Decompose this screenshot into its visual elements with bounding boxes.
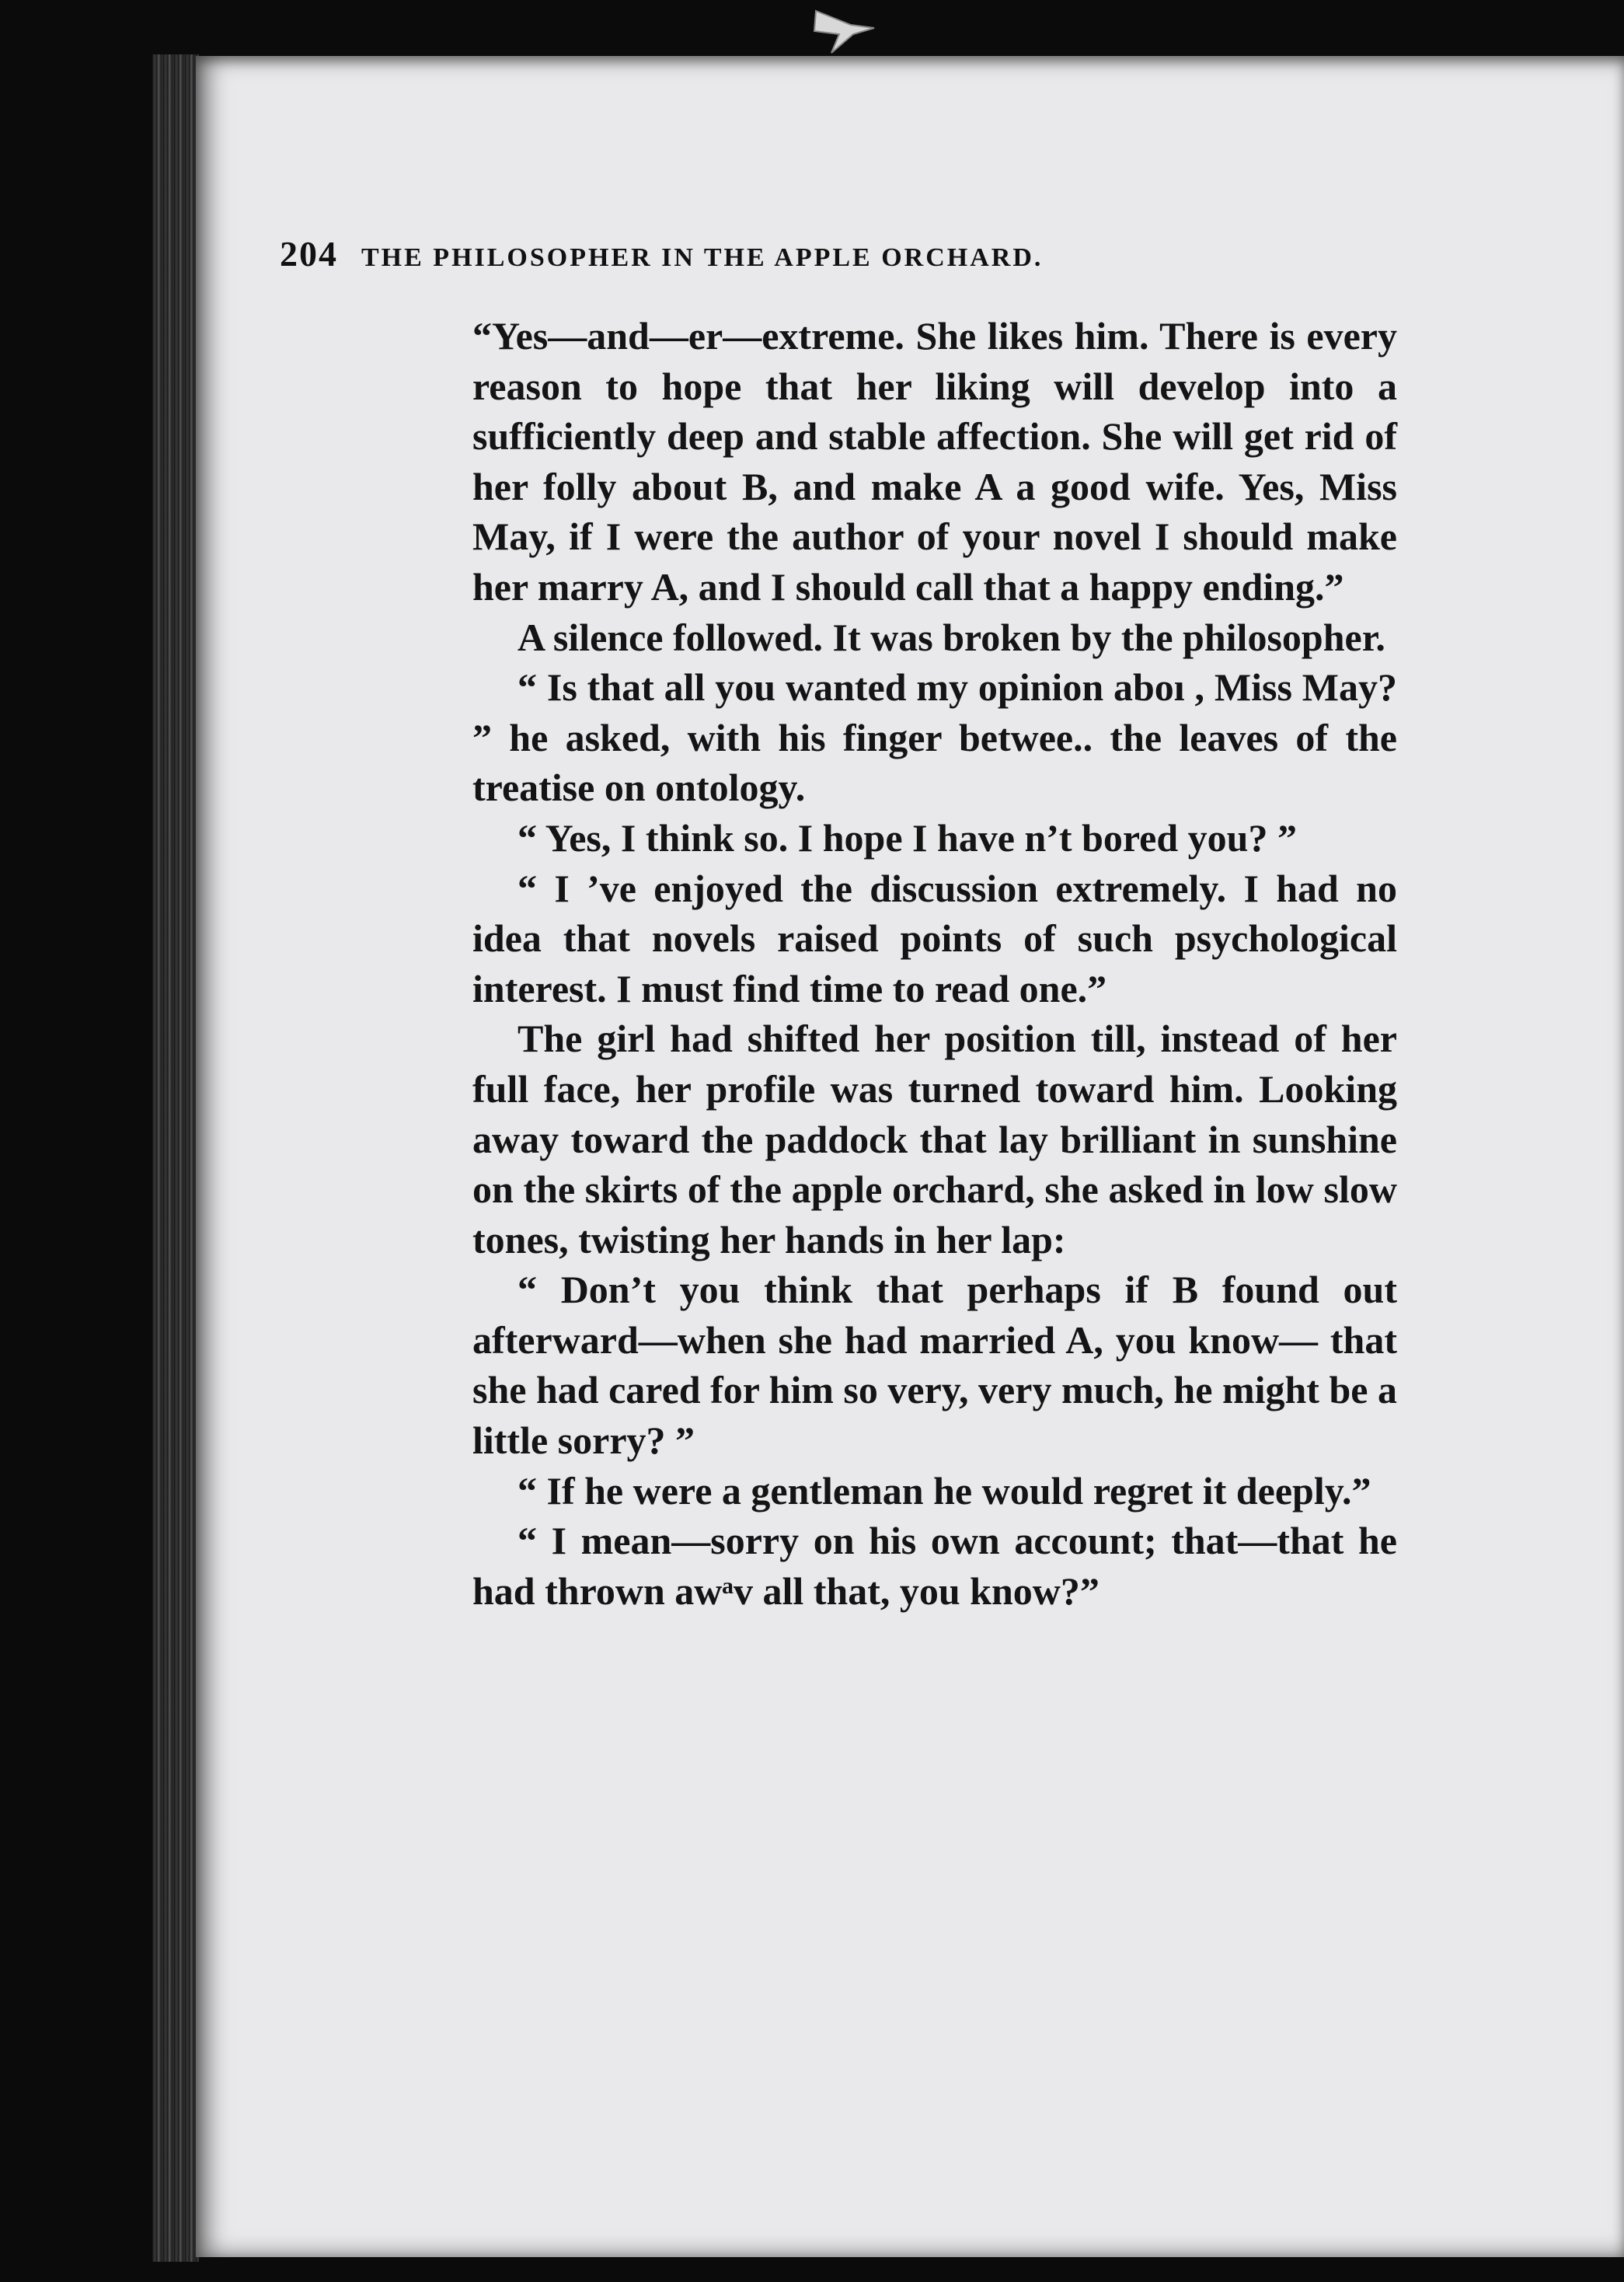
paragraph: A silence followed. It was broken by the philosopher. [518,615,1385,659]
page-edge [152,54,199,2262]
clip-mark-icon [808,3,878,58]
paragraph: “ Yes, I think so. I hope I have n’t bored you? ” [518,815,1297,860]
running-title: THE PHILOSOPHER IN THE APPLE ORCHARD. [361,243,1044,272]
paragraph: “ Don’t you think that perhaps if B found out afterward—when she had married A, you know— that she had cared for him so very, very much, he might be a little sorry? ” [472,1268,1397,1463]
paragraph: The girl had shifted her position till, instead of her full face, her profile was turned toward him. Looking away toward the paddock that lay brilliant in sunshine on the skirts of the apple orchard, she asked in low slow tones, twisting her hands in her lap: [472,1017,1397,1261]
page-number: 204 [280,234,338,274]
paragraph: “ Is that all you wanted my opinion aboı , Miss May? ” he asked, with his finger betwee.. the leaves of the treatise on ontology. [472,665,1397,810]
paragraph: “ If he were a gentleman he would regret it deeply.” [518,1468,1371,1513]
running-head [280,233,1368,274]
paragraph: “Yes—and—er—extreme. She likes him. There is every reason to hope that her liking will develop into a sufficiently deep and stable affection. She will get rid of her folly about B, and make A a good wife. Yes, Miss May, if I were the author of your novel I should make her marry A, and I should call that a happy ending.” [472,314,1397,609]
paragraph: “ I ’ve enjoyed the discussion extremely. I had no idea that novels raised points of such psychological interest. I must find time to read one.” [472,866,1397,1010]
body-text [472,311,1397,1616]
paragraph: “ I mean—sorry on his own account; that—that he had thrown awᵃv all that, you know?” [472,1519,1397,1613]
